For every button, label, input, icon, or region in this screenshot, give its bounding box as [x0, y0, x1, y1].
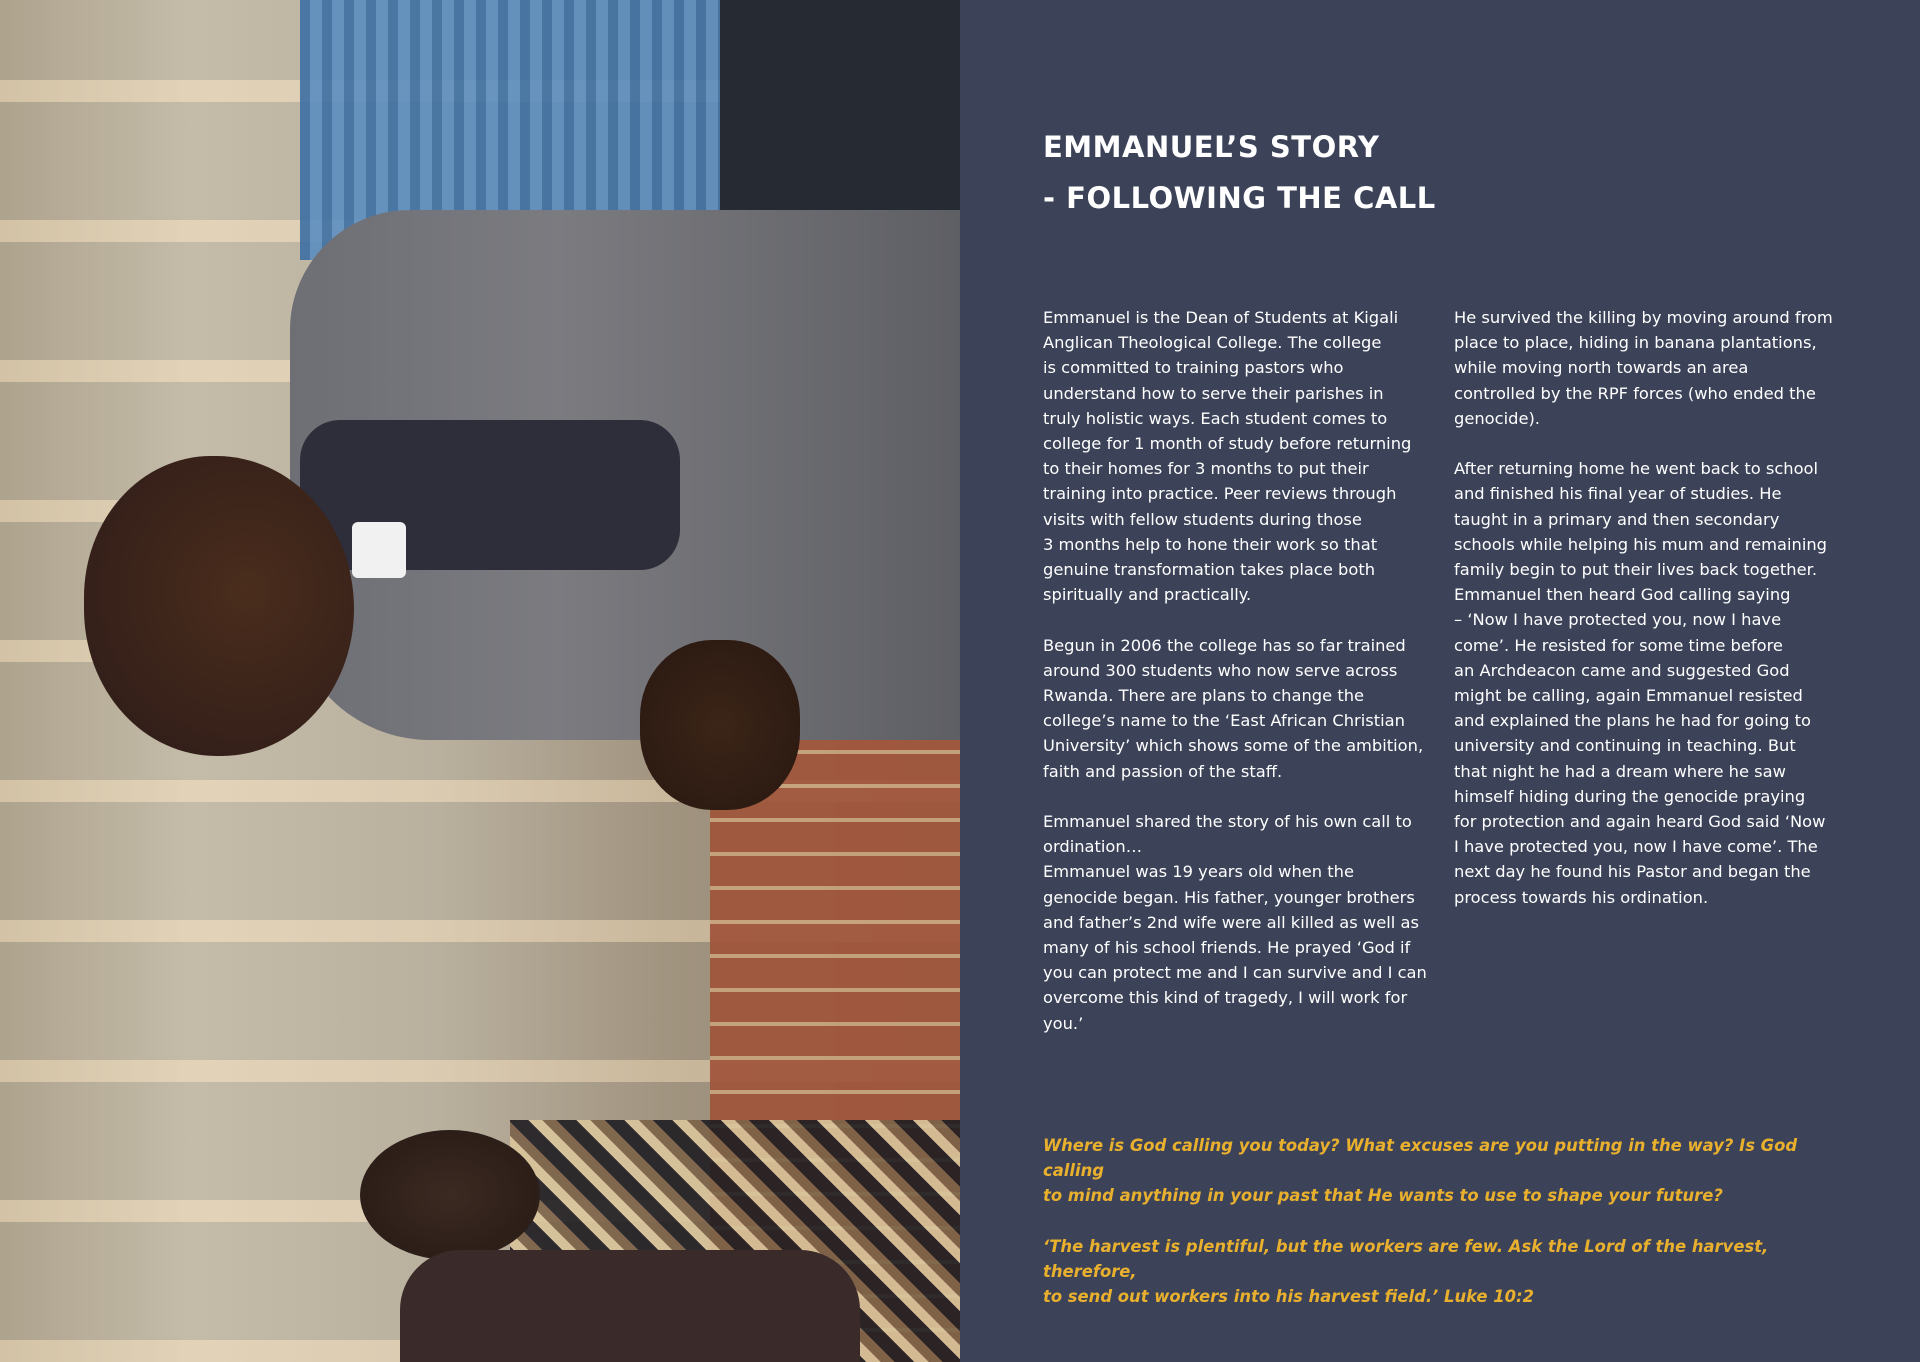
- emmanuel-head: [84, 456, 354, 756]
- paragraph-story-intro: Emmanuel shared the story of his own call to ordination…: [1043, 812, 1412, 857]
- paragraph-survival: He survived the killing by moving around from place to place, hiding in banana plantations, while moving north towards an area controlled by the RPF forces (who ended the genocide).: [1454, 308, 1833, 428]
- reflection-question: Where is God calling you today? What excuses are you putting in the way? Is God calling to mind anything in your past that He wants to use to shape your future?: [1043, 1136, 1798, 1206]
- paragraph-calling: After returning home he went back to school and finished his final year of studies. He taught in a primary and then secondary schools while helping his mum and remaining family begin to put their lives back together. Emmanuel then heard God calling saying – ‘Now I have protected you, now I have come’. He resisted for some time before an Archdeacon came and suggested God might be calling, again Emmanuel resisted and explained the plans he had for going to university and continuing in teaching. But that night he had a dream where he saw himself hiding during the genocide praying for protection and again heard God said ‘Now I have protected you, now I have come’. The next day he found his Pastor and began the process towards his ordination.: [1454, 459, 1828, 907]
- clasped-hands: [640, 640, 800, 810]
- paragraph-genocide: Emmanuel was 19 years old when the genocide began. His father, younger brothers and father’s 2nd wife were all killed as well as many of his school friends. He prayed ‘God if you can protect me and I can survive and I can overcome this kind of tragedy, I will work for you.’: [1043, 862, 1427, 1033]
- left-text-column: [1043, 305, 1438, 1036]
- paragraph-college-intro: Emmanuel is the Dean of Students at Kigali Anglican Theological College. The college is committed to training pastors who understand how to serve their parishes in truly holistic ways. Each student comes to college for 1 month of study before returning to their homes for 3 months to put their training into practice. Peer reviews through visits with fellow students during those 3 months help to hone their work so that genuine transformation takes place both spiritually and practically.: [1043, 308, 1412, 605]
- article-panel: [960, 0, 1920, 1362]
- title-line-2: - FOLLOWING THE CALL: [1043, 181, 1436, 215]
- chair: [400, 1250, 860, 1362]
- right-text-column: [1454, 305, 1849, 910]
- clerical-collar: [352, 522, 406, 578]
- title-line-1: EMMANUEL’S STORY: [1043, 130, 1380, 164]
- article-title: [1043, 122, 1436, 224]
- reflection-callout: [1043, 1133, 1843, 1309]
- scripture-quote: ‘The harvest is plentiful, but the workers are few. Ask the Lord of the harvest, therefore, to send out workers into his harvest field.’ Luke 10:2: [1043, 1236, 1769, 1307]
- second-person: [360, 1130, 540, 1260]
- paragraph-college-history: Begun in 2006 the college has so far trained around 300 students who now serve across Rwanda. There are plans to change the college’s name to the ‘East African Christian University’ which shows some of the ambition, faith and passion of the staff.: [1043, 635, 1424, 781]
